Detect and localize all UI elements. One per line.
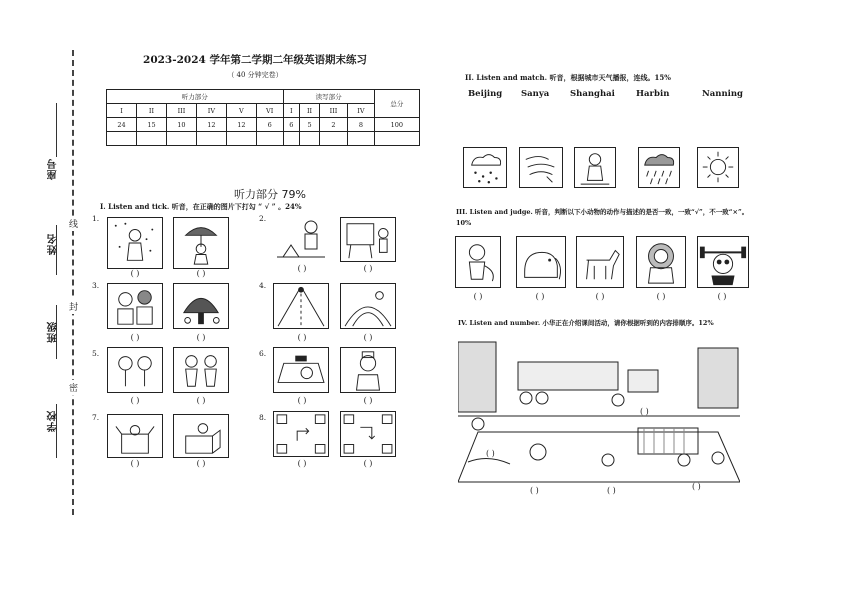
scene-answer-4[interactable]: ( ) <box>640 407 649 416</box>
scene-answer-3[interactable]: ( ) <box>607 486 616 495</box>
q1-answer-b[interactable]: ( ) <box>196 269 206 278</box>
q1-answer-a[interactable]: ( ) <box>130 269 140 278</box>
monkey-answer[interactable]: ( ) <box>473 292 483 301</box>
q8-picture-a-route-map <box>273 411 329 457</box>
school-field-label: 学校 <box>48 410 59 432</box>
score-table-blank-row <box>107 132 420 146</box>
score-table-points-row <box>107 118 420 132</box>
q5-picture-b-two-kids <box>173 347 229 393</box>
elephant-answer[interactable]: ( ) <box>535 292 545 301</box>
score-entry-cell[interactable] <box>196 132 226 146</box>
q6-picture-a-taxi-driver <box>273 347 329 393</box>
score-table-group-row <box>107 90 420 104</box>
section4-instruction: IV. Listen and number. 小华正在介绍课间活动，请你根据听到的内容排顺序。12% <box>458 319 714 327</box>
section1-instruction: I. Listen and tick. 听音，在正确的图片下打勾 “ √ ” 。24% <box>100 202 302 211</box>
rainy-weather-picture[interactable] <box>638 147 680 188</box>
q5-answer-b[interactable]: ( ) <box>196 396 206 405</box>
lion-animal-picture <box>636 236 686 288</box>
listening-group-header: 听力部分 <box>107 90 284 104</box>
points-cell: 24 <box>107 118 137 132</box>
reading-group-header: 读写部分 <box>283 90 374 104</box>
q8-answer-b[interactable]: ( ) <box>363 459 373 468</box>
section3-instruction-line2: 10% <box>456 219 472 227</box>
windy-weather-picture[interactable] <box>519 147 563 188</box>
score-entry-cell[interactable] <box>300 132 320 146</box>
sunny-girl-weather-picture[interactable] <box>574 147 616 188</box>
score-table-numeral-row <box>107 104 420 118</box>
question-number: 3. <box>92 281 100 290</box>
points-cell: 2 <box>319 118 347 132</box>
q4-picture-b-bridge-road <box>340 283 396 329</box>
q3-answer-b[interactable]: ( ) <box>196 333 206 342</box>
city-harbin[interactable]: Harbin <box>636 89 670 99</box>
lion-answer[interactable]: ( ) <box>656 292 666 301</box>
q2-picture-a-cleaning-boy <box>273 217 329 262</box>
q8-answer-a[interactable]: ( ) <box>297 459 307 468</box>
q4-answer-a[interactable]: ( ) <box>297 333 307 342</box>
horse-animal-picture <box>576 236 624 288</box>
section3-instruction-line1: III. Listen and judge. 听音，判断以下小动物的动作与描述的是否一致，一致“√”，不一致“×”。 <box>456 208 749 216</box>
points-cell: 12 <box>196 118 226 132</box>
panda-answer[interactable]: ( ) <box>717 292 727 301</box>
question-number: 5. <box>92 349 100 358</box>
score-entry-cell[interactable] <box>226 132 256 146</box>
q6-picture-b-doctor <box>340 347 396 393</box>
q8-picture-b-route-map <box>340 411 396 457</box>
points-cell: 6 <box>256 118 283 132</box>
elephant-animal-picture <box>516 236 566 288</box>
sun-weather-picture[interactable] <box>697 147 739 188</box>
total-points-cell: 100 <box>374 118 419 132</box>
scene-answer-1[interactable]: ( ) <box>486 449 495 458</box>
score-entry-cell[interactable] <box>348 132 375 146</box>
points-cell: 15 <box>136 118 166 132</box>
score-entry-cell[interactable] <box>166 132 196 146</box>
q7-picture-a-cat-in-box <box>107 414 163 458</box>
city-beijing[interactable]: Beijing <box>468 89 503 99</box>
scene-answer-2[interactable]: ( ) <box>530 486 539 495</box>
q3-picture-a-two-children <box>107 283 163 329</box>
points-cell: 8 <box>348 118 375 132</box>
section3-instruction <box>456 207 786 229</box>
name-field-label: 姓名 <box>48 233 59 255</box>
binding-char-line: 线 <box>69 216 78 231</box>
q1-picture-b-umbrella-girl <box>173 217 229 269</box>
monkey-animal-picture <box>455 236 501 288</box>
binding-char-secret: 密 <box>69 380 78 395</box>
numeral-cell: I <box>283 104 300 118</box>
question-number: 6. <box>259 349 267 358</box>
numeral-cell: IV <box>348 104 375 118</box>
numeral-cell: II <box>136 104 166 118</box>
numeral-cell: I <box>107 104 137 118</box>
binding-dashed-line <box>72 50 74 515</box>
points-cell: 10 <box>166 118 196 132</box>
listening-part-title: 听力部分 79% <box>234 188 306 201</box>
q2-answer-b[interactable]: ( ) <box>363 264 373 273</box>
numeral-cell: VI <box>256 104 283 118</box>
q7-picture-b-cat-on-box <box>173 414 229 458</box>
q7-answer-b[interactable]: ( ) <box>196 459 206 468</box>
q2-picture-b-blackboard-painter <box>340 217 396 262</box>
q3-answer-a[interactable]: ( ) <box>130 333 140 342</box>
q1-picture-a-snowy-girl <box>107 217 163 269</box>
numeral-cell: IV <box>196 104 226 118</box>
total-entry-cell[interactable] <box>374 132 419 146</box>
q6-answer-a[interactable]: ( ) <box>297 396 307 405</box>
points-cell: 5 <box>300 118 320 132</box>
numeral-cell: V <box>226 104 256 118</box>
q2-answer-a[interactable]: ( ) <box>297 264 307 273</box>
binding-char-seal: 封 <box>69 299 78 314</box>
points-cell: 6 <box>283 118 300 132</box>
question-number: 8. <box>259 413 267 422</box>
scene-answer-5[interactable]: ( ) <box>692 482 701 491</box>
section2-instruction: II. Listen and match. 听音，根据城市天气播报，连线。15% <box>465 73 671 82</box>
snow-weather-picture[interactable] <box>463 147 507 188</box>
exam-duration: （ 40 分钟完卷） <box>227 71 283 79</box>
question-number: 1. <box>92 214 100 223</box>
seat-field-rule <box>56 103 57 157</box>
score-entry-cell[interactable] <box>256 132 283 146</box>
exam-title: 2023-2024 学年第二学期二年级英语期末练习 <box>143 54 367 66</box>
q5-answer-a[interactable]: ( ) <box>130 396 140 405</box>
seat-field-label: 座号 <box>48 158 59 180</box>
q5-picture-a-two-kids <box>107 347 163 393</box>
q7-answer-a[interactable]: ( ) <box>130 459 140 468</box>
points-cell: 12 <box>226 118 256 132</box>
question-number: 2. <box>259 214 267 223</box>
score-table <box>106 89 420 146</box>
score-entry-cell[interactable] <box>319 132 347 146</box>
q4-picture-a-uphill-road <box>273 283 329 329</box>
score-entry-cell[interactable] <box>107 132 137 146</box>
numeral-cell: III <box>166 104 196 118</box>
total-header: 总分 <box>374 90 419 118</box>
city-shanghai[interactable]: Shanghai <box>570 89 615 99</box>
panda-animal-picture <box>697 236 749 288</box>
numeral-cell: III <box>319 104 347 118</box>
score-entry-cell[interactable] <box>136 132 166 146</box>
horse-answer[interactable]: ( ) <box>595 292 605 301</box>
question-number: 4. <box>259 281 267 290</box>
question-number: 7. <box>92 413 100 422</box>
q4-answer-b[interactable]: ( ) <box>363 333 373 342</box>
city-nanning[interactable]: Nanning <box>702 89 743 99</box>
score-entry-cell[interactable] <box>283 132 300 146</box>
q6-answer-b[interactable]: ( ) <box>363 396 373 405</box>
numeral-cell: II <box>300 104 320 118</box>
q3-picture-b-tree-scene <box>173 283 229 329</box>
city-sanya[interactable]: Sanya <box>521 89 550 99</box>
class-field-label: 班级 <box>48 321 59 343</box>
